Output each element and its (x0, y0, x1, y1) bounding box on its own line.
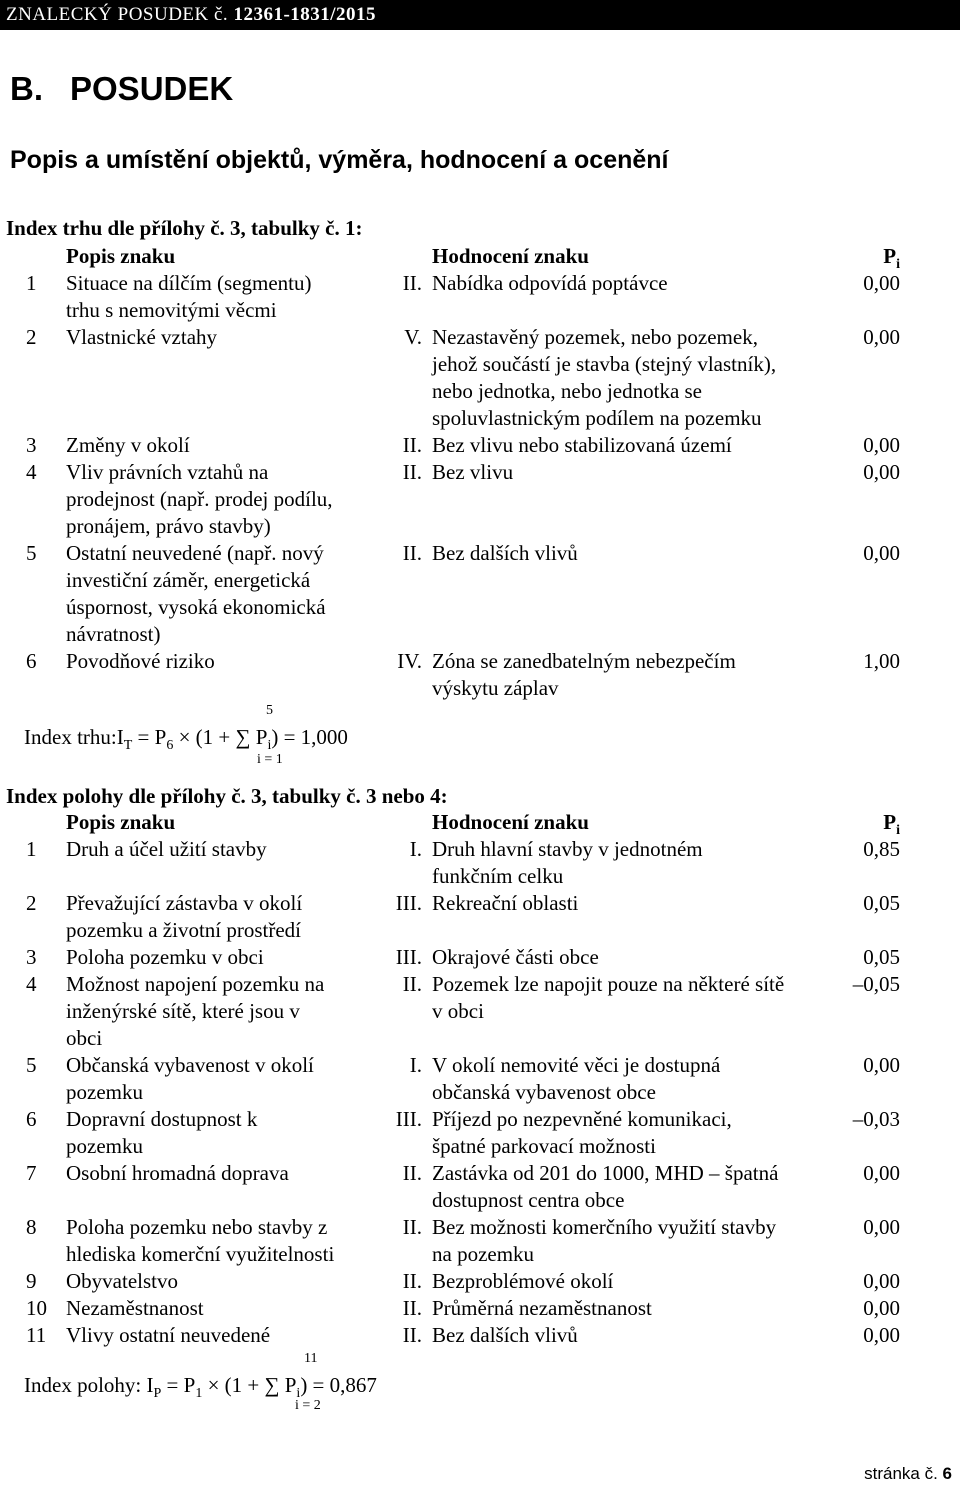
location-col-rating: Hodnocení znaku (432, 810, 589, 834)
market-formula-line (24, 724, 348, 759)
row-value: 0,00 (863, 460, 900, 484)
row-description: návratnost) (66, 622, 161, 646)
row-description: Možnost napojení pozemku na (66, 972, 325, 996)
market-formula-mid: × (1 + (173, 725, 236, 749)
market-table-title: Index trhu dle přílohy č. 3, tabulky č. 1: (6, 216, 363, 240)
row-rating: Příjezd po nezpevněné komunikaci, (432, 1107, 732, 1131)
row-rating: občanská vybavenost obce (432, 1080, 656, 1104)
row-description: Povodňové riziko (66, 649, 215, 673)
row-description: Převažující zástavba v okolí (66, 891, 303, 915)
row-level: II. (402, 1161, 422, 1185)
market-col-desc: Popis znaku (66, 244, 176, 268)
row-rating: Bez možnosti komerčního využití stavby (432, 1215, 777, 1239)
sigma-icon: ∑ (264, 1373, 280, 1397)
row-number: 2 (26, 325, 37, 349)
section-letter: B. (10, 70, 43, 107)
location-formula-sym-sub: P (153, 1386, 162, 1402)
row-level: I. (409, 837, 422, 861)
row-description: investiční záměr, energetická (66, 568, 311, 592)
row-level: II. (402, 460, 422, 484)
row-rating: Bez vlivu (432, 460, 514, 484)
row-number: 1 (26, 271, 37, 295)
row-description: Občanská vybavenost v okolí (66, 1053, 314, 1077)
location-formula-end: ) = 0,867 (300, 1373, 377, 1397)
row-description: Nezaměstnanost (66, 1296, 204, 1320)
row-rating: na pozemku (432, 1242, 535, 1266)
row-description: Vlastnické vztahy (66, 325, 218, 349)
row-rating: dostupnost centra obce (432, 1188, 625, 1212)
row-rating: funkčním celku (432, 864, 564, 888)
market-formula-end: ) = 1,000 (271, 725, 348, 749)
row-rating: Nezastavěný pozemek, nebo pozemek, (432, 325, 758, 349)
row-number: 1 (26, 837, 37, 861)
row-value: 0,05 (863, 891, 900, 915)
row-level: V. (404, 325, 422, 349)
row-description: Změny v okolí (66, 433, 190, 457)
location-formula-label: Index polohy: (24, 1373, 147, 1397)
row-rating: špatné parkovací možnosti (432, 1134, 656, 1158)
market-col-rating: Hodnocení znaku (432, 244, 589, 268)
row-value: –0,03 (852, 1107, 900, 1131)
row-description: Druh a účel užití stavby (66, 837, 267, 861)
row-rating: v obci (432, 999, 484, 1023)
row-rating: Rekreační oblasti (432, 891, 579, 915)
location-formula-p-sub: 1 (195, 1386, 203, 1402)
row-value: 1,00 (863, 649, 900, 673)
row-level: III. (395, 1107, 422, 1131)
market-formula-p: P (250, 725, 268, 749)
row-rating: V okolí nemovité věci je dostupná (432, 1053, 721, 1077)
row-description: hlediska komerční využitelnosti (66, 1242, 335, 1266)
row-value: 0,00 (863, 325, 900, 349)
row-number: 5 (26, 541, 37, 565)
row-value: 0,00 (863, 1269, 900, 1293)
location-formula-p: P (279, 1373, 297, 1397)
row-number: 5 (26, 1053, 37, 1077)
row-number: 7 (26, 1161, 37, 1185)
row-level: II. (402, 972, 422, 996)
row-number: 4 (26, 460, 37, 484)
location-table-title: Index polohy dle přílohy č. 3, tabulky č. 3 nebo 4: (6, 784, 448, 808)
row-number: 6 (26, 649, 37, 673)
row-number: 4 (26, 972, 37, 996)
location-sum-lower: i = 2 (295, 1398, 321, 1413)
row-rating: výskytu záplav (432, 676, 559, 700)
row-description: Ostatní neuvedené (např. nový (66, 541, 324, 565)
market-sum-upper: 5 (266, 703, 273, 718)
market-formula-p-i: i (267, 738, 272, 754)
row-rating: Okrajové části obce (432, 945, 599, 969)
row-number: 3 (26, 433, 37, 457)
location-sum-upper: 11 (304, 1351, 318, 1366)
row-level: I. (409, 1053, 422, 1077)
section-title: POSUDEK (70, 70, 234, 107)
market-col-p-label: P (883, 244, 897, 268)
market-formula-p-sub: 6 (166, 738, 174, 754)
row-description: pozemku a životní prostředí (66, 918, 302, 942)
row-rating: Průměrná nezaměstnanost (432, 1296, 652, 1320)
row-value: 0,00 (863, 1215, 900, 1239)
row-description: úspornost, vysoká ekonomická (66, 595, 326, 619)
row-description: Osobní hromadná doprava (66, 1161, 289, 1185)
row-level: IV. (397, 649, 422, 673)
header-number: 12361-1831/2015 (233, 4, 377, 25)
location-formula-sym: I (146, 1373, 154, 1397)
row-value: 0,05 (863, 945, 900, 969)
row-description: Poloha pozemku v obci (66, 945, 264, 969)
row-rating: spoluvlastnickým podílem na pozemku (432, 406, 762, 430)
row-description: pronájem, právo stavby) (66, 514, 271, 538)
row-description: pozemku (66, 1080, 143, 1104)
row-rating: Nabídka odpovídá poptávce (432, 271, 668, 295)
row-value: 0,00 (863, 271, 900, 295)
market-formula-label: Index trhu: (24, 725, 117, 749)
row-rating: jehož součástí je stavba (stejný vlastník), (432, 352, 777, 376)
header-prefix: ZNALECKÝ POSUDEK č. (6, 4, 234, 25)
row-description: pozemku (66, 1134, 143, 1158)
market-sum-lower: i = 1 (257, 752, 283, 767)
row-level: II. (402, 1269, 422, 1293)
page-subtitle: Popis a umístění objektů, výměra, hodnocení a ocenění (10, 146, 669, 174)
row-value: 0,00 (863, 1161, 900, 1185)
row-value: 0,00 (863, 1296, 900, 1320)
row-value: 0,00 (863, 433, 900, 457)
market-col-p-sub: i (896, 257, 900, 273)
row-value: 0,85 (863, 837, 900, 861)
row-description: Dopravní dostupnost k (66, 1107, 258, 1131)
row-description: Vliv právních vztahů na (66, 460, 269, 484)
row-level: II. (402, 271, 422, 295)
row-rating: Pozemek lze napojit pouze na některé sítě (432, 972, 785, 996)
row-level: II. (402, 1296, 422, 1320)
row-rating: Bez dalších vlivů (432, 1323, 578, 1347)
row-level: II. (402, 541, 422, 565)
row-value: 0,00 (863, 1323, 900, 1347)
section-heading (10, 70, 233, 108)
document-header (0, 0, 960, 30)
row-number: 2 (26, 891, 37, 915)
row-level: III. (395, 945, 422, 969)
market-formula-sym-sub: T (123, 738, 133, 754)
sigma-icon: ∑ (235, 725, 251, 749)
row-value: 0,00 (863, 1053, 900, 1077)
row-value: 0,00 (863, 541, 900, 565)
location-formula-line (24, 1372, 377, 1407)
row-level: II. (402, 433, 422, 457)
market-formula-eq: = P (132, 725, 167, 749)
row-number: 11 (26, 1323, 47, 1347)
row-number: 8 (26, 1215, 37, 1239)
location-col-p-sub: i (896, 823, 900, 839)
row-description: Situace na dílčím (segmentu) (66, 271, 312, 295)
location-formula-p-i: i (296, 1386, 301, 1402)
row-number: 10 (26, 1296, 47, 1320)
row-description: Poloha pozemku nebo stavby z (66, 1215, 328, 1239)
page-footer (864, 1464, 952, 1484)
row-rating: Bez vlivu nebo stabilizovaná území (432, 433, 732, 457)
row-description: inženýrské sítě, které jsou v (66, 999, 300, 1023)
row-rating: Zóna se zanedbatelným nebezpečím (432, 649, 736, 673)
row-value: –0,05 (852, 972, 900, 996)
row-rating: nebo jednotka, nebo jednotka se (432, 379, 703, 403)
row-description: trhu s nemovitými věcmi (66, 298, 277, 322)
row-rating: Bez dalších vlivů (432, 541, 578, 565)
row-level: II. (402, 1323, 422, 1347)
location-col-desc: Popis znaku (66, 810, 176, 834)
row-rating: Druh hlavní stavby v jednotném (432, 837, 703, 861)
row-level: II. (402, 1215, 422, 1239)
row-description: Vlivy ostatní neuvedené (66, 1323, 271, 1347)
row-number: 3 (26, 945, 37, 969)
row-description: Obyvatelstvo (66, 1269, 178, 1293)
row-number: 9 (26, 1269, 37, 1293)
row-number: 6 (26, 1107, 37, 1131)
row-rating: Zastávka od 201 do 1000, MHD – špatná (432, 1161, 779, 1185)
row-description: prodejnost (např. prodej podílu, (66, 487, 333, 511)
market-formula-sym: I (116, 725, 124, 749)
row-rating: Bezproblémové okolí (432, 1269, 614, 1293)
page-number: 6 (942, 1464, 952, 1483)
row-description: obci (66, 1026, 103, 1050)
row-level: III. (395, 891, 422, 915)
footer-label: stránka č. (864, 1464, 943, 1483)
location-formula-eq: = P (161, 1373, 196, 1397)
location-col-p-label: P (883, 810, 897, 834)
location-formula-mid: × (1 + (202, 1373, 265, 1397)
